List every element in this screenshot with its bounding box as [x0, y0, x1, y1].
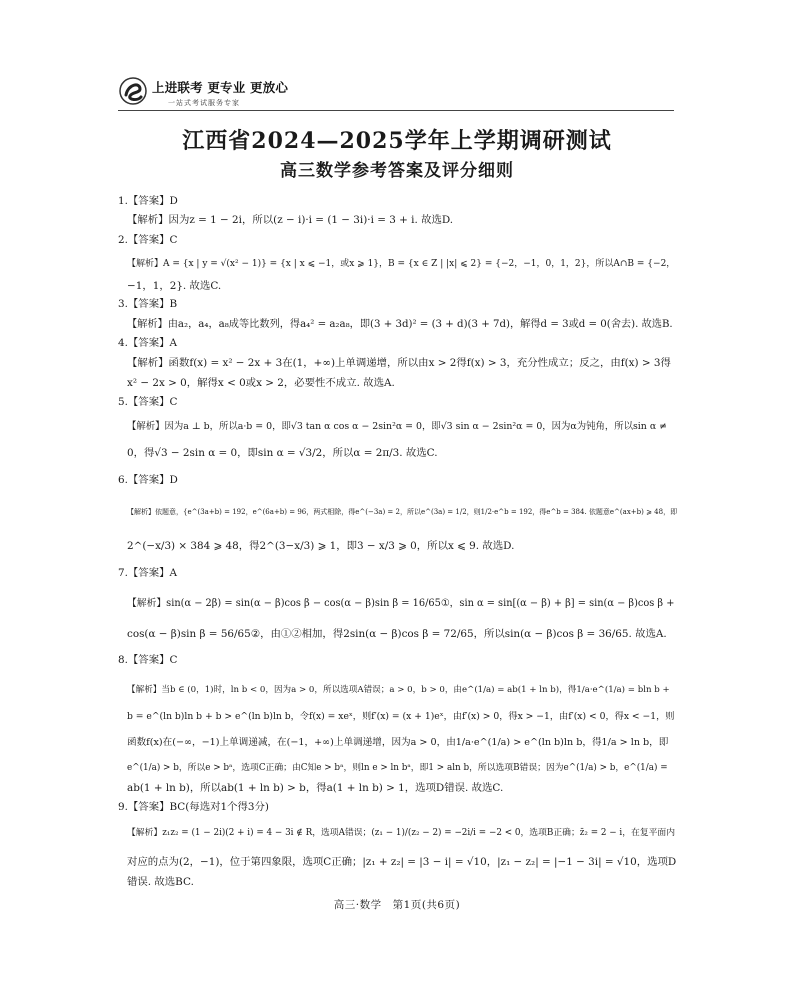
- document-title: 江西省2024—2025学年上学期调研测试: [182, 128, 612, 154]
- explanation-8-line-4: e^(1/a) > b，所以e > bᵃ，选项C正确；由C知e > bᵃ，则ln e > ln bᵃ，即1 > aln b，所以选项B错误；因为e^(1/a) > b，e^(1/a) =: [127, 763, 668, 773]
- brand-sub-slogan: 一站式考试服务专家: [168, 99, 240, 107]
- explanation-1-line-1: 【解析】因为z = 1 − 2i，所以(z − i)·i = (1 − 3i)·i = 3 + i. 故选D.: [127, 214, 454, 226]
- document-subtitle: 高三数学参考答案及评分细则: [280, 161, 514, 181]
- explanation-8-line-1: 【解析】当b ∈ (0，1)时，ln b < 0，因为a > 0，所以选项A错误；a > 0，b > 0，由e^(1/a) = ab(1 + ln b)，得1/a·e^(1/a) = bln b +: [127, 685, 670, 695]
- page-footer: 高三·数学 第1页(共6页): [333, 899, 461, 911]
- explanation-8-line-2: b = e^(ln b)ln b + b > e^(ln b)ln b，令f(x) = xeˣ，则f′(x) = (x + 1)eˣ，由f′(x) > 0，得x > −1，由f′(x) < 0，得x < −1，则: [127, 711, 675, 722]
- answer-3: 3.【答案】B: [118, 298, 178, 310]
- explanation-2-line-2: −1，1，2}. 故选C.: [127, 280, 222, 292]
- explanation-9-line-2: 对应的点为(2，−1)，位于第四象限，选项C正确；|z₁ + z₂| = |3 − i| = √10，|z₁ − z₂| = |−1 − 3i| = √10，选项D: [127, 856, 677, 868]
- explanation-5-line-2: 0，得√3 − 2sin α = 0，即sin α = √3/2，所以α = 2π/3. 故选C.: [127, 447, 438, 459]
- explanation-4-line-1: 【解析】函数f(x) = x² − 2x + 3在(1，+∞)上单调递增，所以由x > 2得f(x) > 3，充分性成立；反之，由f(x) > 3得: [127, 357, 671, 369]
- answer-7: 7.【答案】A: [118, 567, 177, 579]
- brand-logo: [118, 74, 288, 112]
- explanation-7-line-2: cos(α − β)sin β = 56/65②，由①②相加，得2sin(α − β)cos β = 72/65，所以sin(α − β)cos β = 36/65. 故选A.: [127, 628, 667, 640]
- explanation-5-line-1: 【解析】因为a ⊥ b，所以a·b = 0，即√3 tan α cos α − 2sin²α = 0，即√3 sin α − 2sin²α = 0，因为α为钝角，所以sin α ≠: [127, 421, 667, 432]
- answer-6: 6.【答案】D: [118, 474, 178, 486]
- explanation-7-line-1: 【解析】sin(α − 2β) = sin(α − β)cos β − cos(α − β)sin β = 16/65①，sin α = sin[(α − β) + β] = sin(α − β)cos β +: [127, 598, 675, 609]
- explanation-3-line-1: 【解析】由a₂，a₄，a₈成等比数列，得a₄² = a₂a₈，即(3 + 3d)² = (3 + d)(3 + 7d)，解得d = 3或d = 0(舍去). 故选B.: [127, 319, 673, 330]
- explanation-9-line-3: 错误. 故选BC.: [127, 876, 194, 888]
- explanation-9-line-1: 【解析】z₁z₂ = (1 − 2i)(2 + i) = 4 − 3i ∉ R，选项A错误；(z₁ − 1)/(z₂ − 2) = −2i/i = −2 < 0，选项B正确；z̄₂ = 2 − i，在复平面内: [127, 828, 676, 838]
- answer-8: 8.【答案】C: [118, 654, 178, 666]
- explanation-4-line-2: x² − 2x > 0，解得x < 0或x > 2，必要性不成立. 故选A.: [127, 377, 395, 389]
- header-divider: [118, 110, 674, 111]
- answer-4: 4.【答案】A: [118, 337, 177, 349]
- answer-9: 9.【答案】BC(每选对1个得3分): [118, 801, 269, 813]
- explanation-8-line-3: 函数f(x)在(−∞，−1)上单调递减，在(−1，+∞)上单调递增，因为a > 0，由1/a·e^(1/a) > e^(ln b)ln b，得1/a > ln b，即: [127, 737, 669, 748]
- explanation-6-line-1: 【解析】依题意，{e^(3a+b) = 192，e^(6a+b) = 96，两式相除，得e^(−3a) = 2，所以e^(3a) = 1/2，则1/2·e^b = 192，得e^b = 384. 依题意e^(ax+b) ⩾ 48，即: [127, 508, 678, 516]
- answer-5: 5.【答案】C: [118, 396, 178, 408]
- explanation-6-line-2: 2^(−x/3) × 384 ⩾ 48，得2^(3−x/3) ⩾ 1，即3 − x/3 ⩾ 0，所以x ⩽ 9. 故选D.: [127, 540, 515, 552]
- explanation-8-line-5: ab(1 + ln b)，所以ab(1 + ln b) > b，得a(1 + ln b) > 1，选项D错误. 故选C.: [127, 782, 504, 794]
- brand-swirl-icon: [118, 76, 148, 106]
- answer-2: 2.【答案】C: [118, 234, 178, 246]
- explanation-2-line-1: 【解析】A = {x | y = √(x² − 1)} = {x | x ⩽ −1，或x ⩾ 1}，B = {x ∈ Z | |x| ⩽ 2} = {−2，−1，0，1，2}，所以A∩B = {−2，: [127, 259, 676, 269]
- answer-1: 1.【答案】D: [118, 195, 178, 207]
- brand-slogan: 上进联考 更专业 更放心: [152, 80, 289, 95]
